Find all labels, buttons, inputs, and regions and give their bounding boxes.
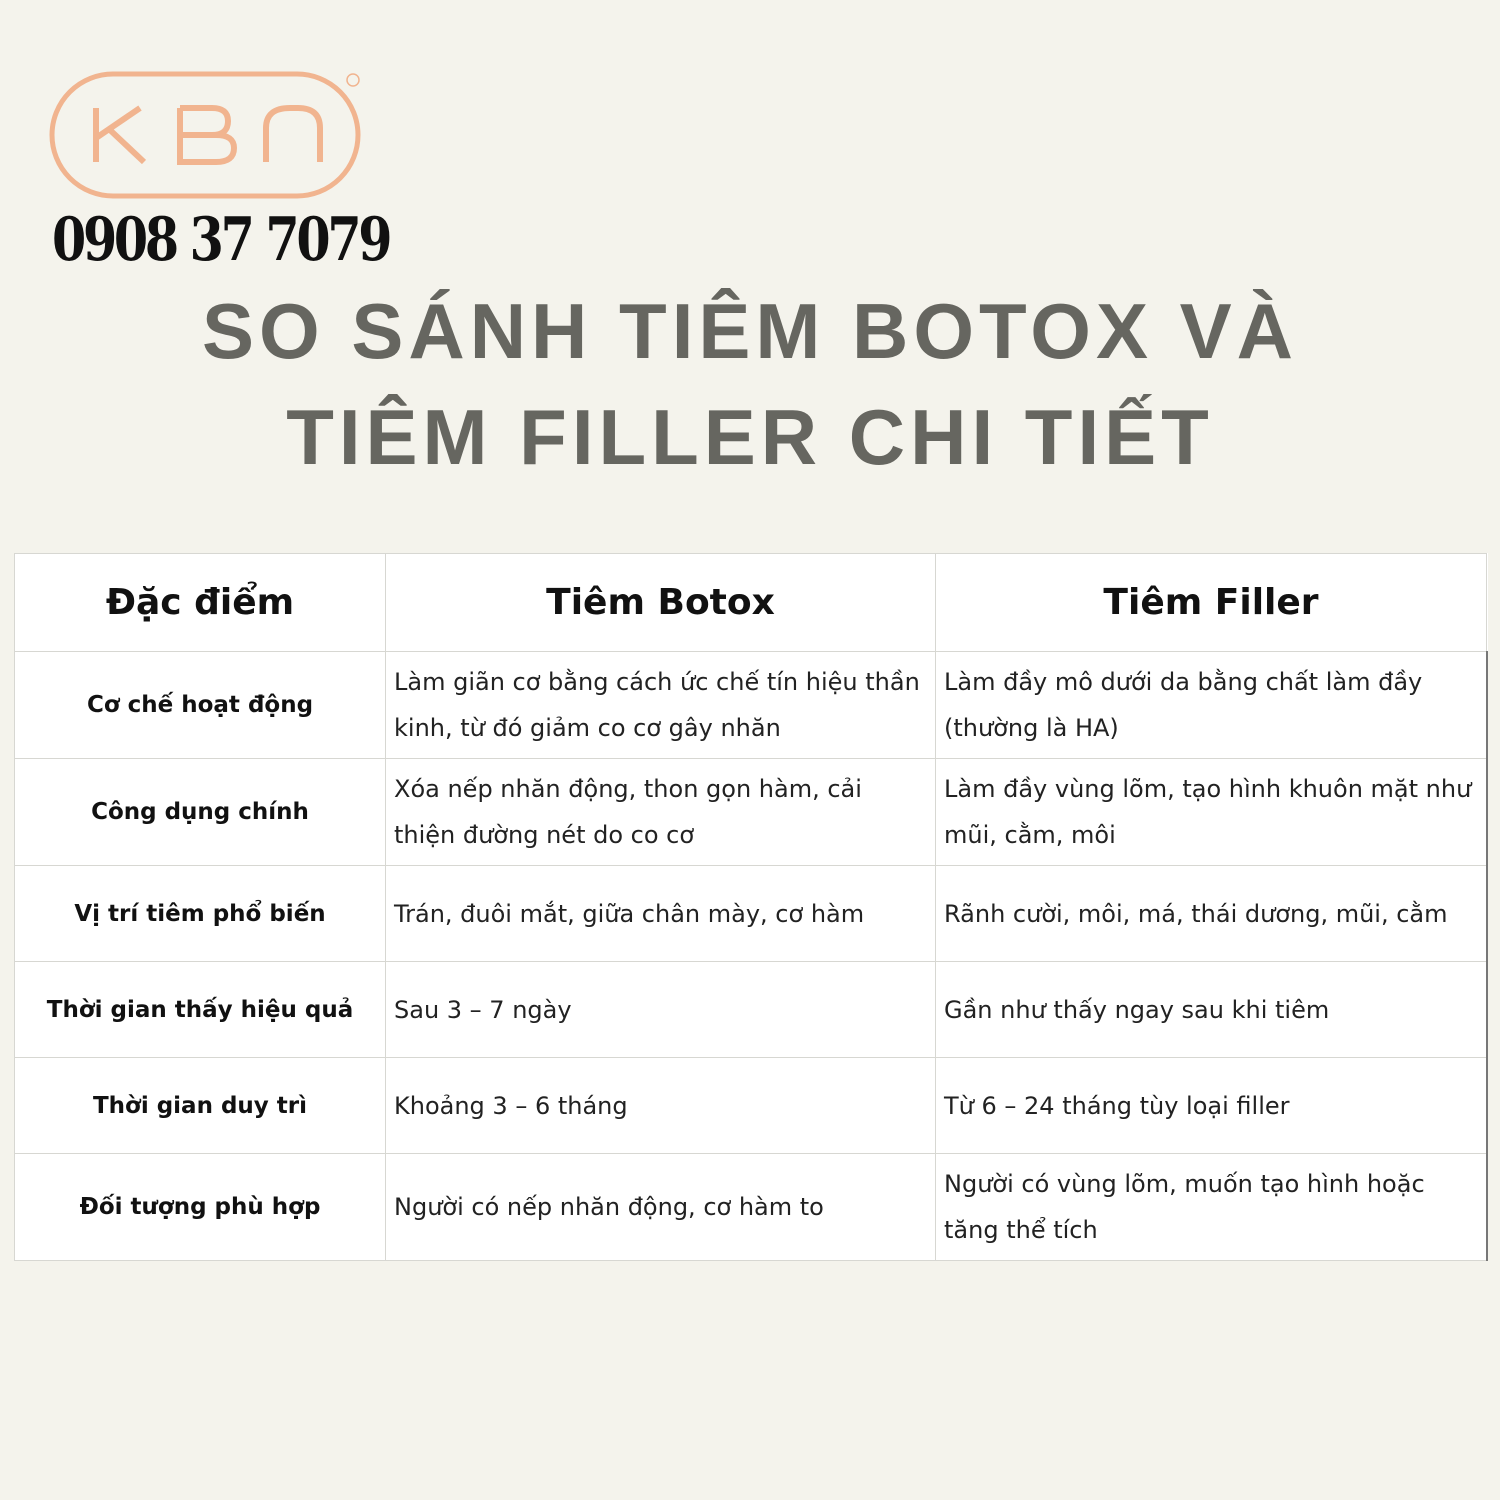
botox-cell: Làm giãn cơ bằng cách ức chế tín hiệu thần kinh, từ đó giảm co cơ gây nhăn	[386, 652, 936, 759]
page-title	[0, 278, 1500, 490]
header-feature: Đặc điểm	[15, 554, 386, 652]
feature-cell: Đối tượng phù hợp	[15, 1154, 386, 1261]
table-header-row	[15, 554, 1487, 652]
botox-cell: Khoảng 3 – 6 tháng	[386, 1058, 936, 1154]
feature-cell: Vị trí tiêm phổ biến	[15, 866, 386, 962]
feature-cell: Cơ chế hoạt động	[15, 652, 386, 759]
filler-cell: Gần như thấy ngay sau khi tiêm	[936, 962, 1487, 1058]
botox-cell: Xóa nếp nhăn động, thon gọn hàm, cải thiện đường nét do co cơ	[386, 759, 936, 866]
table-row	[15, 759, 1487, 866]
botox-cell: Người có nếp nhăn động, cơ hàm to	[386, 1154, 936, 1261]
filler-cell: Làm đầy mô dưới da bằng chất làm đầy (thường là HA)	[936, 652, 1487, 759]
filler-cell: Từ 6 – 24 tháng tùy loại filler	[936, 1058, 1487, 1154]
header-filler: Tiêm Filler	[936, 554, 1487, 652]
title-line-1: SO SÁNH TIÊM BOTOX VÀ	[202, 287, 1298, 375]
title-line-2: TIÊM FILLER CHI TIẾT	[286, 393, 1214, 481]
botox-cell: Trán, đuôi mắt, giữa chân mày, cơ hàm	[386, 866, 936, 962]
kbn-logo	[48, 68, 366, 202]
phone-number: 0908 37 7079	[52, 205, 390, 275]
filler-cell: Làm đầy vùng lõm, tạo hình khuôn mặt như mũi, cằm, môi	[936, 759, 1487, 866]
botox-cell: Sau 3 – 7 ngày	[386, 962, 936, 1058]
filler-cell: Rãnh cười, môi, má, thái dương, mũi, cằm	[936, 866, 1487, 962]
feature-cell: Công dụng chính	[15, 759, 386, 866]
table-row	[15, 866, 1487, 962]
feature-cell: Thời gian duy trì	[15, 1058, 386, 1154]
filler-cell: Người có vùng lõm, muốn tạo hình hoặc tăng thể tích	[936, 1154, 1487, 1261]
table-row	[15, 1058, 1487, 1154]
table-row	[15, 652, 1487, 759]
comparison-table	[14, 553, 1488, 1261]
table-row	[15, 962, 1487, 1058]
feature-cell: Thời gian thấy hiệu quả	[15, 962, 386, 1058]
header-botox: Tiêm Botox	[386, 554, 936, 652]
table-row	[15, 1154, 1487, 1261]
